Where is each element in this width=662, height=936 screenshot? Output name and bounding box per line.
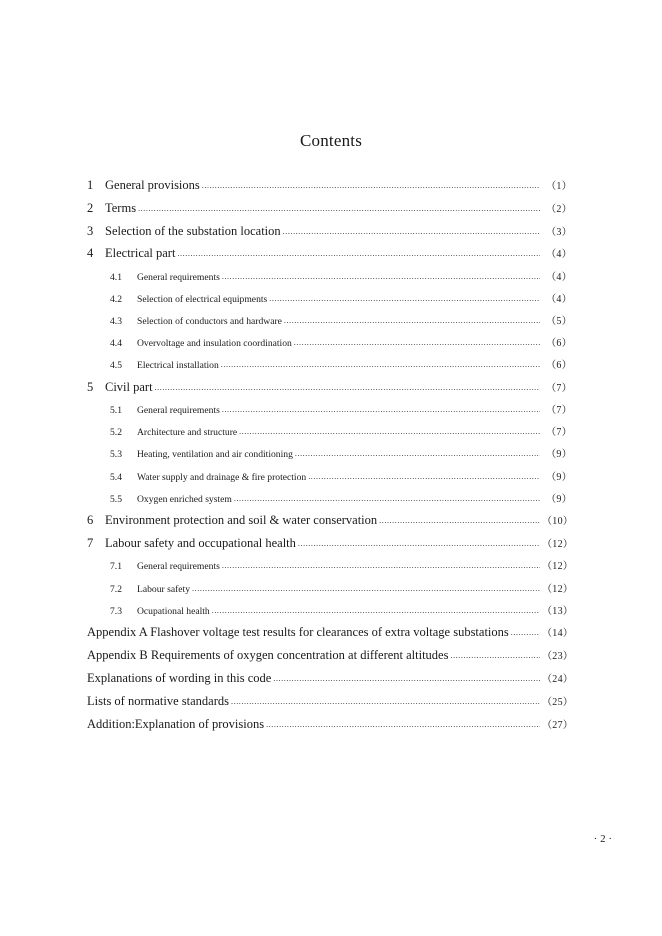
toc-entry[interactable] <box>87 223 572 243</box>
toc-entry-page: （24） <box>542 674 574 685</box>
toc-entry-page: （9） <box>546 472 572 483</box>
toc-entry[interactable] <box>110 423 572 443</box>
toc-entry[interactable] <box>110 602 572 622</box>
toc-entry[interactable] <box>87 535 572 555</box>
toc-entry[interactable] <box>110 312 572 332</box>
toc-entry-page: （12） <box>542 584 574 595</box>
toc-entry-title: Terms <box>105 201 137 215</box>
toc-entry[interactable] <box>87 716 572 736</box>
toc-entry-number: 6 <box>87 513 94 527</box>
toc-entry-title: Selection of the substation location <box>105 224 281 238</box>
page-title: Contents <box>299 131 363 150</box>
toc-leader-dots <box>298 539 540 548</box>
toc-entry-page: （14） <box>542 628 574 639</box>
toc-entry[interactable] <box>110 268 572 288</box>
toc-entry[interactable] <box>110 580 572 600</box>
toc-leader-dots <box>192 584 540 593</box>
toc-entry-page: （2） <box>546 204 572 215</box>
toc-leader-dots <box>269 294 540 303</box>
toc-entry[interactable] <box>110 557 572 577</box>
toc-entry-title: Water supply and drainage & fire protection <box>137 472 307 483</box>
toc-entry-title: Appendix B Requirements of oxygen concentration at different altitudes <box>87 648 449 662</box>
toc-entry-page: （7） <box>546 383 572 394</box>
page-number: · 2 · <box>593 833 612 845</box>
toc-entry[interactable] <box>87 512 572 532</box>
toc-leader-dots <box>379 516 540 525</box>
toc-entry-title: General provisions <box>105 178 200 192</box>
toc-entry-page: （3） <box>546 227 572 238</box>
toc-entry-page: （9） <box>546 449 572 460</box>
toc-entry[interactable] <box>87 670 572 690</box>
toc-entry-number: 5 <box>87 380 94 394</box>
toc-entry-page: （1） <box>546 181 572 192</box>
toc-entry-number: 5.3 <box>110 449 122 460</box>
toc-entry-title: Oxygen enriched system <box>137 494 232 505</box>
toc-leader-dots <box>177 249 540 258</box>
toc-leader-dots <box>231 697 540 706</box>
toc-entry-page: （6） <box>546 360 572 371</box>
toc-entry-number: 4.2 <box>110 294 122 305</box>
toc-entry-title: Heating, ventilation and air conditioning <box>137 449 293 460</box>
toc-leader-dots <box>266 720 540 729</box>
toc-entry-title: Lists of normative standards <box>87 694 229 708</box>
toc-entry-title: Environment protection and soil & water conservation <box>105 513 378 527</box>
toc-leader-dots <box>308 472 540 481</box>
toc-leader-dots <box>294 338 540 347</box>
toc-entry-title: Labour safety and occupational health <box>105 536 296 550</box>
toc-entry-number: 4.1 <box>110 272 122 283</box>
toc-leader-dots <box>212 606 540 615</box>
toc-entry-number: 7 <box>87 536 94 550</box>
toc-entry-number: 5.1 <box>110 405 122 416</box>
toc-entry-number: 5.4 <box>110 472 122 483</box>
toc-entry-number: 5.2 <box>110 427 122 438</box>
toc-entry-page: （13） <box>542 606 574 617</box>
toc-entry[interactable] <box>110 290 572 310</box>
toc-leader-dots <box>222 561 540 570</box>
toc-entry-title: Appendix A Flashover voltage test results for clearances of extra voltage substations <box>87 625 509 639</box>
toc-entry-number: 7.1 <box>110 561 122 572</box>
toc-entry-number: 3 <box>87 224 94 238</box>
toc-entry-title: Architecture and structure <box>137 427 238 438</box>
toc-leader-dots <box>284 316 540 325</box>
toc-entry-page: （5） <box>546 316 572 327</box>
toc-entry[interactable] <box>87 177 572 197</box>
toc-entry-title: Selection of conductors and hardware <box>137 316 282 327</box>
toc-entry-page: （4） <box>546 272 572 283</box>
toc-entry-page: （12） <box>542 539 574 550</box>
toc-entry[interactable] <box>110 334 572 354</box>
toc-entry-page: （7） <box>546 427 572 438</box>
toc-entry-number: 1 <box>87 178 94 192</box>
toc-entry-page: （9） <box>546 494 572 505</box>
toc-entry-number: 5.5 <box>110 494 122 505</box>
toc-entry[interactable] <box>87 379 572 399</box>
toc-entry[interactable] <box>87 624 572 644</box>
toc-entry-number: 7.2 <box>110 584 122 595</box>
toc-leader-dots <box>155 383 540 392</box>
toc-leader-dots <box>273 674 540 683</box>
toc-entry-title: Ocupational health <box>137 606 210 617</box>
toc-leader-dots <box>283 227 540 236</box>
toc-entry-page: （10） <box>542 516 574 527</box>
toc-entry-page: （12） <box>542 561 574 572</box>
toc-entry-page: （27） <box>542 720 574 731</box>
toc-entry[interactable] <box>110 401 572 421</box>
toc-entry-title: General requirements <box>137 561 220 572</box>
toc-leader-dots <box>234 494 540 503</box>
toc-entry-number: 4.5 <box>110 360 122 371</box>
toc-entry-number: 4 <box>87 246 94 260</box>
toc-entry-page: （7） <box>546 405 572 416</box>
toc-entry-title: Overvoltage and insulation coordination <box>137 338 292 349</box>
toc-entry-page: （4） <box>546 249 572 260</box>
toc-entry[interactable] <box>87 647 572 667</box>
toc-entry[interactable] <box>87 245 572 265</box>
toc-entry-page: （25） <box>542 697 574 708</box>
toc-entry-number: 4.3 <box>110 316 122 327</box>
toc-entry-page: （4） <box>546 294 572 305</box>
toc-leader-dots <box>295 449 540 458</box>
toc-entry-title: Addition:Explanation of provisions <box>87 717 265 731</box>
toc-leader-dots <box>239 427 540 436</box>
toc-entry-title: General requirements <box>137 405 220 416</box>
toc-entry-page: （6） <box>546 338 572 349</box>
toc-entry[interactable] <box>110 356 572 376</box>
toc-leader-dots <box>221 360 540 369</box>
toc-entry[interactable] <box>110 468 572 488</box>
toc-entry[interactable] <box>87 693 572 713</box>
toc-leader-dots <box>511 628 540 637</box>
toc-entry[interactable] <box>110 490 572 510</box>
toc-leader-dots <box>222 272 540 281</box>
toc-leader-dots <box>450 651 540 660</box>
toc-entry-number: 2 <box>87 201 94 215</box>
toc-leader-dots <box>138 204 540 213</box>
toc-entry[interactable] <box>110 445 572 465</box>
toc-entry[interactable] <box>87 200 572 220</box>
toc-entry-page: （23） <box>542 651 574 662</box>
toc-entry-title: Explanations of wording in this code <box>87 671 272 685</box>
toc-entry-title: Civil part <box>105 380 153 394</box>
toc-entry-title: Electrical installation <box>137 360 219 371</box>
toc-entry-number: 4.4 <box>110 338 122 349</box>
toc-entry-number: 7.3 <box>110 606 122 617</box>
toc-entry-title: Selection of electrical equipments <box>137 294 268 305</box>
toc-entry-title: Electrical part <box>105 246 176 260</box>
toc-entry-title: General requirements <box>137 272 220 283</box>
toc-leader-dots <box>202 181 540 190</box>
toc-leader-dots <box>222 405 540 414</box>
toc-entry-title: Labour safety <box>137 584 191 595</box>
